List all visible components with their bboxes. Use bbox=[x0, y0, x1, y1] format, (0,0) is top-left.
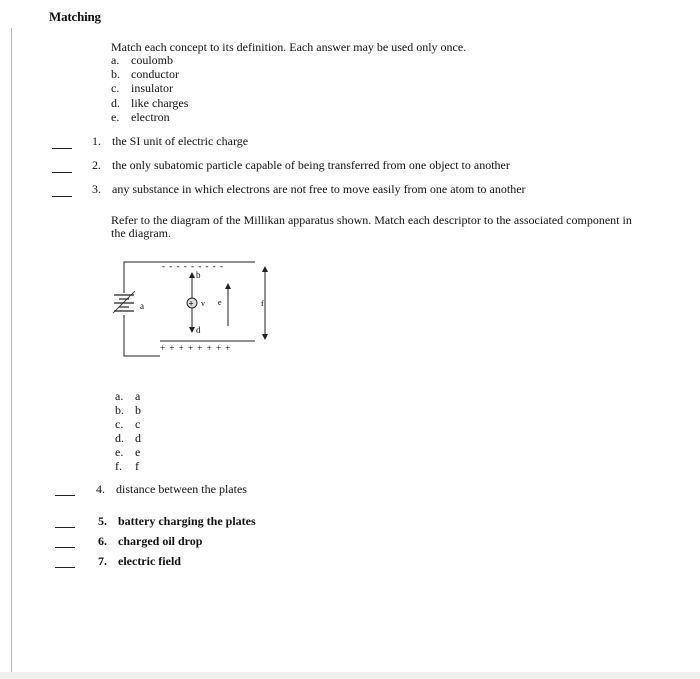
battery-symbol bbox=[113, 291, 135, 313]
label-v: v bbox=[201, 299, 205, 308]
label-b: b bbox=[196, 270, 201, 280]
label-e: e bbox=[218, 298, 222, 307]
option-c: c. insulator bbox=[111, 81, 173, 95]
diagram-option-e: e. e bbox=[115, 445, 141, 459]
page-edge-line bbox=[11, 28, 12, 673]
label-d: d bbox=[196, 325, 201, 335]
diagram-option-c: c. c bbox=[115, 417, 141, 431]
question-2: 2. the only subatomic particle capable of being transferred from one object to another bbox=[92, 158, 510, 172]
answer-blank-2[interactable] bbox=[52, 172, 72, 173]
question-1: 1. the SI unit of electric charge bbox=[92, 134, 249, 148]
label-a: a bbox=[140, 301, 144, 311]
arrow-b-head bbox=[189, 272, 195, 278]
arrow-d-head bbox=[189, 327, 195, 333]
part1-instructions: Match each concept to its definition. Each answer may be used only once. bbox=[111, 40, 467, 54]
part2-instructions-line2: the diagram. bbox=[111, 226, 171, 240]
question-5: 5. battery charging the plates bbox=[98, 514, 256, 528]
question-3: 3. any substance in which electrons are not free to move easily from one atom to another bbox=[92, 182, 526, 196]
part2-instructions-line1: Refer to the diagram of the Millikan apparatus shown. Match each descriptor to the associated component in bbox=[111, 213, 632, 227]
bottom-plate-charges: + + + + + + + + bbox=[160, 343, 232, 353]
wire-top bbox=[124, 262, 160, 293]
diagram-option-f: f. f bbox=[115, 459, 139, 473]
diagram-option-d: d. d bbox=[115, 431, 141, 445]
answer-blank-1[interactable] bbox=[52, 148, 72, 149]
answer-blank-4[interactable] bbox=[55, 495, 75, 496]
option-a: a. coulomb bbox=[111, 53, 173, 67]
answer-blank-3[interactable] bbox=[52, 196, 72, 197]
question-7: 7. electric field bbox=[98, 554, 181, 568]
diagram-option-a: a. a bbox=[115, 389, 141, 403]
question-6: 6. charged oil drop bbox=[98, 534, 203, 548]
arrow-f-head-top bbox=[262, 266, 268, 272]
wire-bottom bbox=[124, 315, 160, 356]
top-plate-charges: - - - - - - - - - bbox=[162, 261, 224, 271]
arrow-f-head-bottom bbox=[262, 334, 268, 340]
answer-blank-5[interactable] bbox=[55, 527, 75, 528]
option-d: d. like charges bbox=[111, 96, 189, 110]
diagram-option-b: b. b bbox=[115, 403, 141, 417]
millikan-diagram bbox=[100, 248, 290, 363]
arrow-e-head bbox=[225, 283, 231, 289]
option-e: e. electron bbox=[111, 110, 170, 124]
oil-drop-sign: + bbox=[188, 298, 194, 309]
page-bottom-shadow bbox=[0, 672, 700, 679]
option-b: b. conductor bbox=[111, 67, 179, 81]
section-title: Matching bbox=[49, 9, 101, 24]
question-4: 4. distance between the plates bbox=[96, 482, 247, 496]
answer-blank-6[interactable] bbox=[55, 547, 75, 548]
label-f: f bbox=[261, 299, 264, 308]
answer-blank-7[interactable] bbox=[55, 567, 75, 568]
